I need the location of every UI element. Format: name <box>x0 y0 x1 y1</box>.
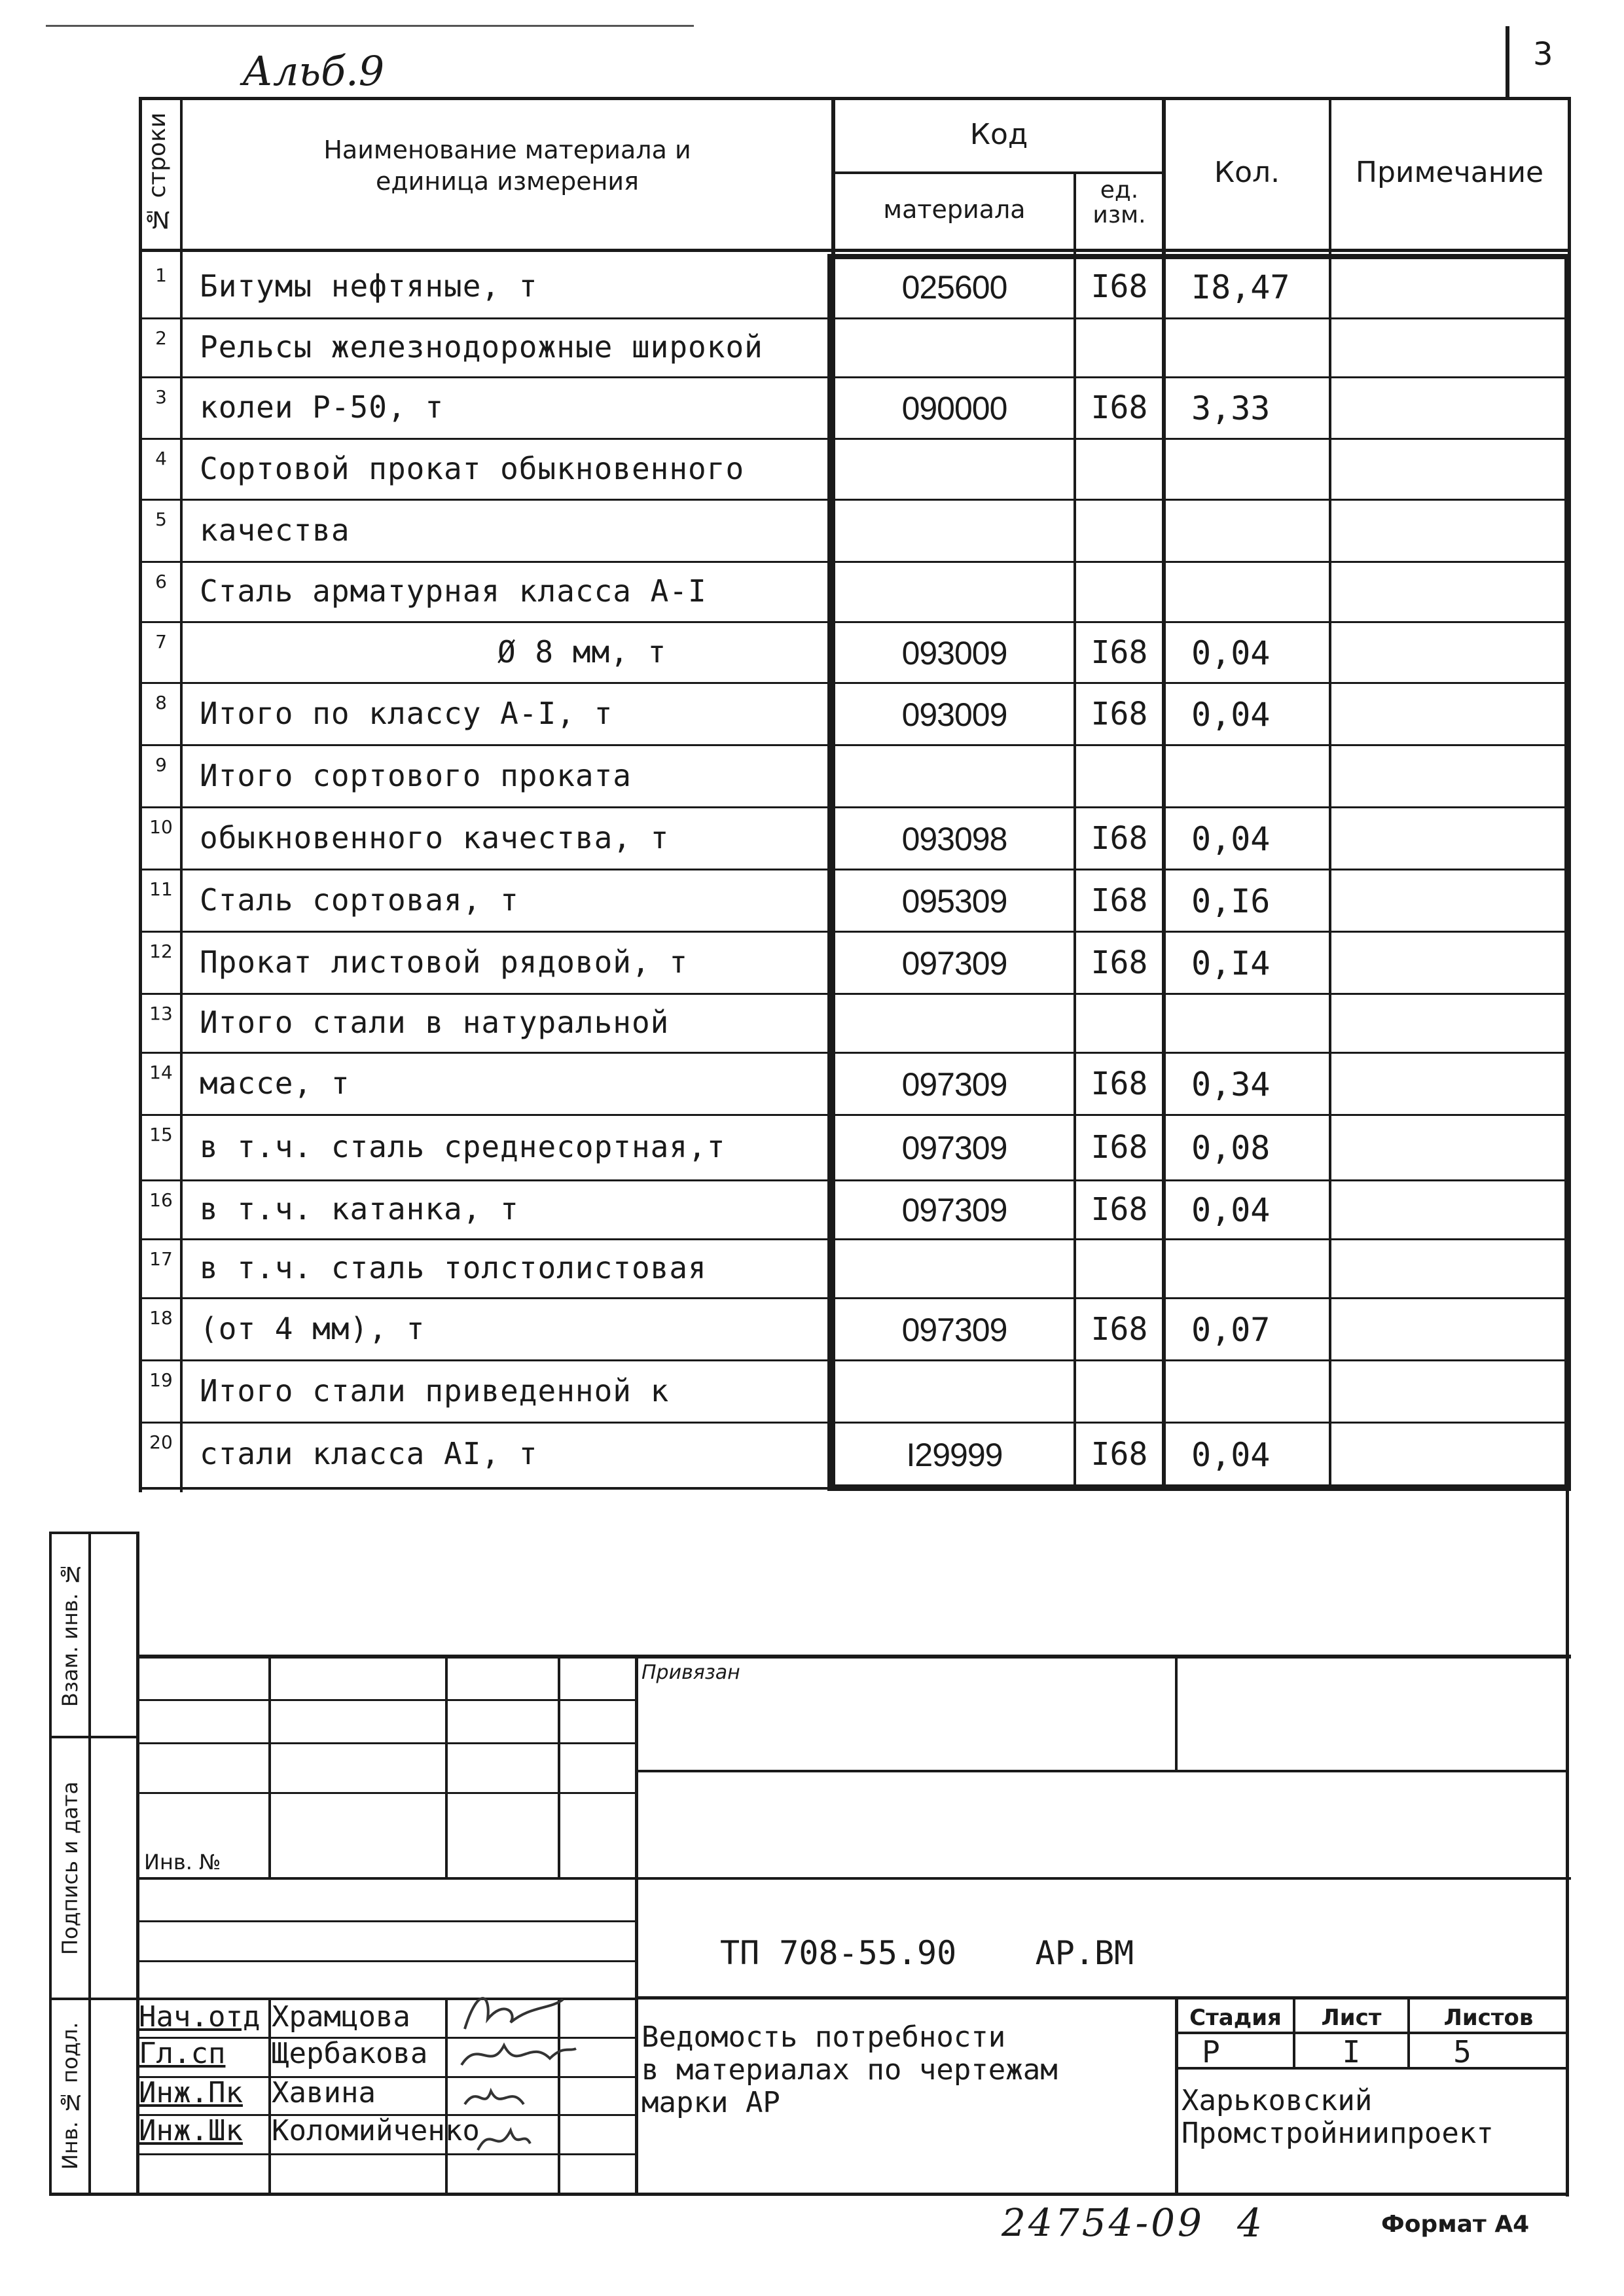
designation: ТП 708-55.90 АР.ВМ <box>720 1934 1134 1972</box>
row-number: 16 <box>149 1189 173 1211</box>
row-divider <box>139 869 1571 870</box>
col-line-rowno <box>180 97 183 1492</box>
stage-label: Стадия <box>1189 2005 1282 2031</box>
table-bottom-border <box>139 1487 1571 1490</box>
header-bottom-border <box>139 249 1571 252</box>
row-divider <box>139 931 1571 933</box>
unit-code: I68 <box>1091 1191 1148 1228</box>
side-label-vzam: Взам. инв. № <box>58 1562 82 1708</box>
material-name: в т.ч. сталь среднесортная,т <box>200 1129 726 1164</box>
stamp-vline-3 <box>558 1655 560 1877</box>
unit-code: I68 <box>1091 389 1148 426</box>
material-name: Сталь сортовая, т <box>200 882 519 918</box>
quantity: 0,04 <box>1191 695 1271 734</box>
document-title: Ведомость потребности в материалах по чертежам марки АР <box>641 2020 1058 2119</box>
material-name: колеи Р-50, т <box>200 389 444 425</box>
bold-frame-top <box>829 254 1571 259</box>
row-number: 10 <box>149 816 173 838</box>
signer-name: Хавина <box>272 2076 376 2109</box>
material-name: Итого стали приведенной к <box>200 1372 670 1408</box>
row-number: 6 <box>155 571 167 592</box>
sheets-value: 5 <box>1453 2034 1471 2070</box>
unit-code: I68 <box>1091 1065 1148 1102</box>
stage-value: Р <box>1202 2034 1220 2070</box>
header-code-unit: ед. изм. <box>1092 177 1146 228</box>
material-code: 093098 <box>901 820 1007 857</box>
side-sep-1 <box>49 1532 139 1534</box>
material-name: Сталь арматурная класса А-I <box>200 573 707 609</box>
side-label-inv-podl: Инв. № подл. <box>58 2022 82 2170</box>
stamp-line-f <box>137 1960 638 1962</box>
footer-doc-number: 24754-09 <box>1001 2200 1204 2245</box>
material-name: Рельсы железнодорожные широкой <box>200 329 763 365</box>
bold-frame-right <box>1564 254 1571 1491</box>
unit-code: I68 <box>1091 819 1148 857</box>
material-name: массе, т <box>200 1065 350 1101</box>
row-number: 19 <box>149 1369 173 1391</box>
page-number-rule <box>1506 26 1509 99</box>
header-name: Наименование материала и единица измерения <box>323 135 691 196</box>
material-name: Прокат листовой рядовой, т <box>200 944 689 980</box>
unit-code: I68 <box>1091 1435 1148 1473</box>
header-qty: Кол. <box>1214 156 1280 189</box>
row-number: 3 <box>155 386 167 408</box>
row-divider <box>139 744 1571 746</box>
quantity: 3,33 <box>1191 389 1271 427</box>
stamp-line-privyazan <box>137 1655 1571 1659</box>
row-number: 12 <box>149 941 173 962</box>
sheet-value: I <box>1342 2034 1361 2070</box>
signatures-icon <box>452 1973 641 2170</box>
side-sep-2 <box>49 1736 139 1738</box>
side-label-podpis: Подпись и дата <box>58 1781 82 1956</box>
row-number: 4 <box>155 448 167 469</box>
quantity: 0,04 <box>1191 1191 1271 1229</box>
signer-name: Щербакова <box>272 2037 428 2070</box>
inv-no-label: Инв. № <box>144 1850 221 1874</box>
stamp-line-d <box>137 1792 638 1794</box>
material-code: 093009 <box>901 696 1007 733</box>
material-code: 097309 <box>901 1311 1007 1348</box>
material-code: 097309 <box>901 1066 1007 1103</box>
header-row-no: № строки <box>144 112 171 232</box>
quantity: 0,07 <box>1191 1310 1271 1349</box>
row-number: 13 <box>149 1003 173 1024</box>
quantity: 0,08 <box>1191 1129 1271 1167</box>
material-name: Ø 8 мм, т <box>497 634 667 670</box>
material-name: в т.ч. катанка, т <box>200 1191 519 1227</box>
quantity: I8,47 <box>1191 268 1290 306</box>
quantity: 0,I6 <box>1191 882 1271 920</box>
table-top-border <box>139 97 1571 100</box>
side-col-left <box>49 1532 52 2196</box>
row-number: 14 <box>149 1062 173 1083</box>
side-sep-3 <box>49 1998 139 2000</box>
page-number: 3 <box>1533 36 1553 73</box>
row-number: 17 <box>149 1248 173 1270</box>
unit-code: I68 <box>1091 695 1148 732</box>
material-code: 095309 <box>901 882 1007 920</box>
row-divider <box>139 438 1571 440</box>
table-left-border <box>139 97 142 1492</box>
material-name: Итого стали в натуральной <box>200 1005 670 1040</box>
stamp-vline-priv <box>1175 1655 1178 1772</box>
signer-name: Коломийченко <box>272 2114 480 2147</box>
side-col-right <box>88 1532 91 2196</box>
col-line-note <box>1329 97 1331 1491</box>
sheet-label: Лист <box>1321 2005 1382 2031</box>
row-divider <box>139 1359 1571 1361</box>
row-divider <box>139 317 1571 319</box>
material-code: 025600 <box>901 269 1007 306</box>
row-number: 9 <box>155 754 167 776</box>
row-divider <box>139 993 1571 995</box>
stamp-line-b <box>635 1770 1569 1772</box>
stamp-line-inv <box>137 1877 1571 1880</box>
material-name: обыкновенного качества, т <box>200 819 670 855</box>
row-number: 2 <box>155 327 167 349</box>
quantity: 0,I4 <box>1191 944 1271 982</box>
row-number: 11 <box>149 878 173 900</box>
signer-role: Инж.Шк <box>139 2114 243 2147</box>
quantity: 0,04 <box>1191 1435 1271 1474</box>
top-rule <box>46 25 694 27</box>
material-code: 097309 <box>901 1192 1007 1229</box>
material-code: I29999 <box>906 1436 1003 1473</box>
material-code: 093009 <box>901 634 1007 672</box>
privyazan-label: Привязан <box>641 1661 740 1684</box>
row-number: 20 <box>149 1431 173 1453</box>
quantity: 0,34 <box>1191 1065 1271 1103</box>
row-divider <box>139 376 1571 378</box>
row-number: 5 <box>155 509 167 530</box>
header-code: Код <box>969 118 1028 151</box>
row-divider <box>139 1052 1571 1054</box>
material-name: стали класса АI, т <box>200 1435 538 1471</box>
footer-page: 4 <box>1237 2200 1263 2246</box>
row-divider <box>139 621 1571 623</box>
material-name: Сортовой прокат обыкновенного <box>200 450 745 486</box>
organization: Харьковский Промстройниипроект <box>1182 2084 1494 2150</box>
stamp-line-a <box>137 1699 638 1701</box>
col-line-qty <box>1162 97 1166 1491</box>
material-name: Итого по классу А-I, т <box>200 695 613 731</box>
row-divider <box>139 1238 1571 1240</box>
row-divider <box>139 499 1571 501</box>
stamp-vline-1 <box>268 1655 271 1877</box>
stamp-right-border <box>1566 1490 1569 2197</box>
row-number: 8 <box>155 692 167 713</box>
quantity: 0,04 <box>1191 819 1271 858</box>
album-label: Альб.9 <box>242 47 385 95</box>
material-name: Битумы нефтяные, т <box>200 268 538 304</box>
row-number: 18 <box>149 1307 173 1329</box>
stamp-line-e <box>137 1920 638 1922</box>
code-sub-line <box>831 171 1165 174</box>
stamp-vline-2 <box>445 1655 448 1877</box>
signer-role: Гл.сп <box>139 2037 226 2070</box>
header-code-material: материала <box>883 195 1026 224</box>
material-name: Итого сортового проката <box>200 757 632 793</box>
row-number: 1 <box>155 264 167 286</box>
material-code: 097309 <box>901 1130 1007 1166</box>
quantity: 0,04 <box>1191 634 1271 672</box>
material-name: (от 4 мм), т <box>200 1310 425 1346</box>
bold-frame-left <box>827 254 834 1491</box>
row-divider <box>139 1422 1571 1424</box>
row-divider <box>139 561 1571 563</box>
unit-code: I68 <box>1091 268 1148 305</box>
material-name: качества <box>200 512 350 548</box>
row-divider <box>139 1297 1571 1299</box>
signer-name: Храмцова <box>272 2000 410 2034</box>
row-divider <box>139 1179 1571 1181</box>
unit-code: I68 <box>1091 882 1148 919</box>
stamp-bottom-border <box>49 2193 1569 2196</box>
material-code: 090000 <box>901 390 1007 427</box>
row-divider <box>139 682 1571 684</box>
unit-code: I68 <box>1091 634 1148 671</box>
material-name: в т.ч. сталь толстолистовая <box>200 1250 707 1285</box>
stamp-line-c <box>137 1742 638 1744</box>
material-code: 097309 <box>901 944 1007 982</box>
unit-code: I68 <box>1091 1129 1148 1166</box>
row-divider <box>139 1114 1571 1116</box>
footer-format: Формат А4 <box>1381 2211 1530 2238</box>
row-divider <box>139 806 1571 808</box>
signer-role: Нач.отд <box>139 2000 261 2034</box>
header-note: Примечание <box>1355 156 1544 189</box>
stamp-line-designation <box>635 1996 1569 2000</box>
unit-code: I68 <box>1091 1310 1148 1348</box>
row-number: 7 <box>155 631 167 653</box>
signer-role: Инж.Пк <box>139 2076 243 2109</box>
stamp-vline-2b <box>445 1998 448 2193</box>
sheets-label: Листов <box>1443 2005 1534 2031</box>
unit-code: I68 <box>1091 944 1148 981</box>
row-number: 15 <box>149 1124 173 1145</box>
